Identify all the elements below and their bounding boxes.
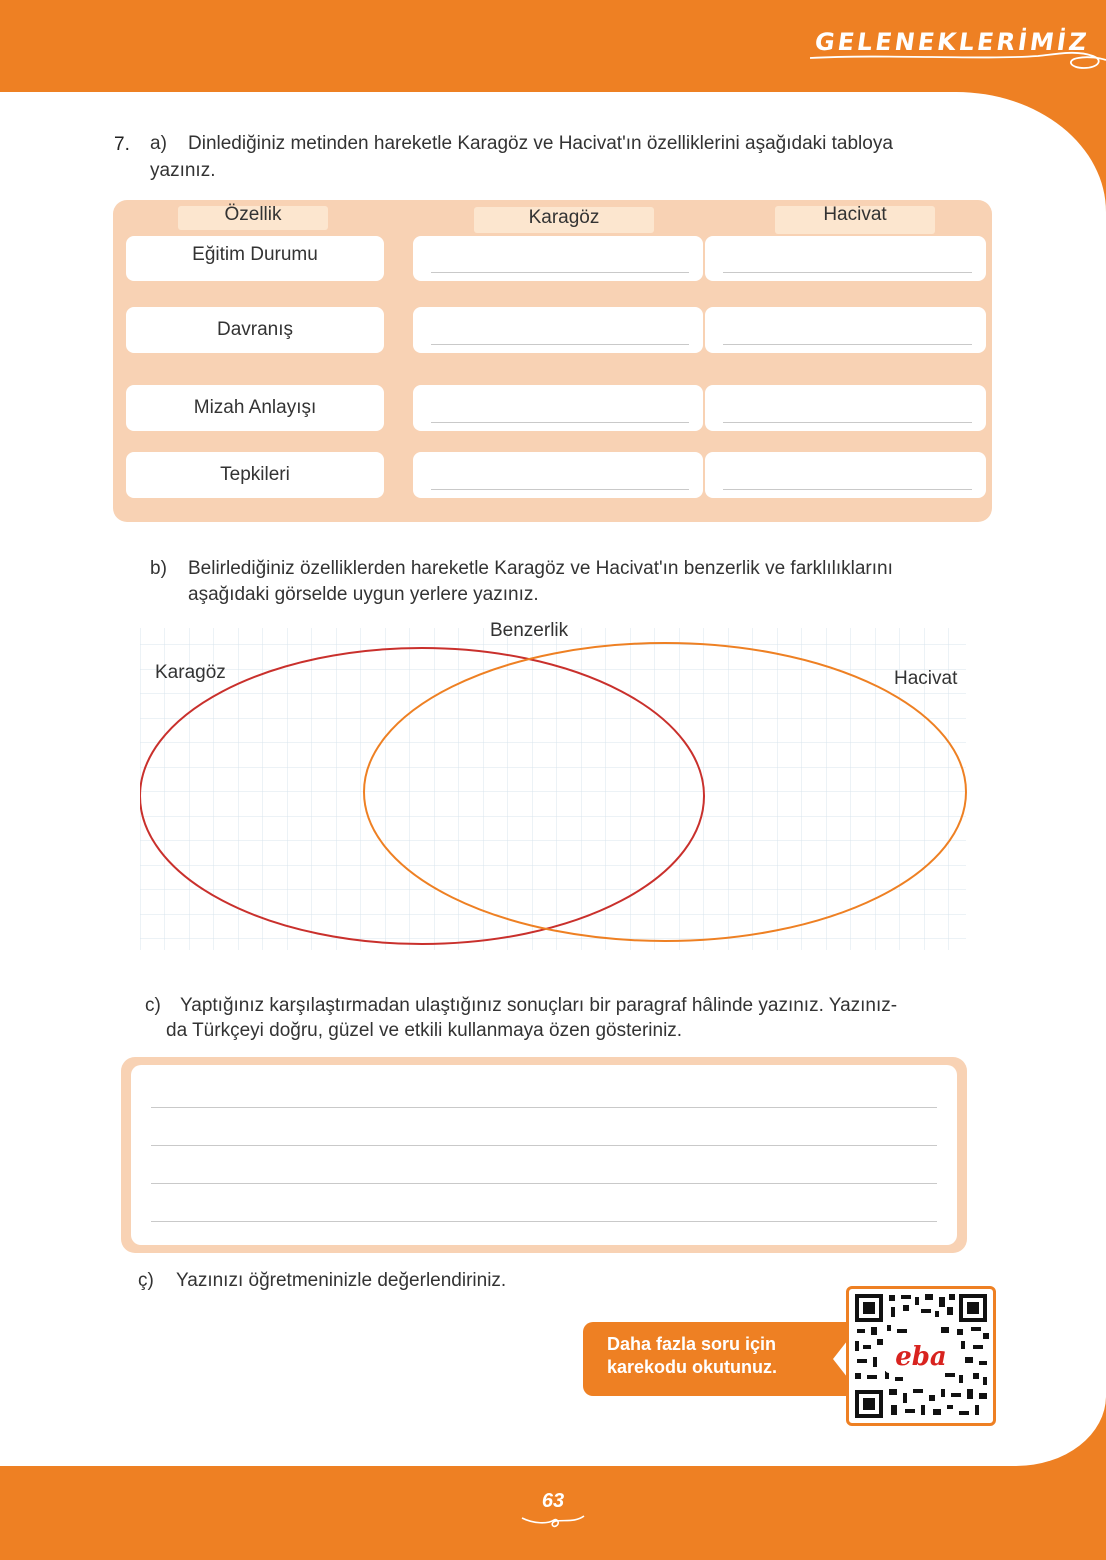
header-swirl-decoration xyxy=(808,44,1106,84)
venn-label-hacivat: Hacivat xyxy=(894,668,958,689)
question-a-text-line1: Dinlediğiniz metinden hareketle Karagöz ve Hacivat'ın özelliklerini aşağıdaki tabloya xyxy=(188,133,893,154)
qr-code[interactable] xyxy=(846,1286,996,1426)
venn-diagram xyxy=(140,620,968,952)
section-title: GELENEKLERİMİZ xyxy=(813,28,1092,56)
question-number: 7. xyxy=(114,134,130,155)
question-b-text-line2: aşağıdaki görselde uygun yerlere yazınız. xyxy=(188,584,539,605)
question-b-text-line1: Belirlediğiniz özelliklerden hareketle Karagöz ve Hacivat'ın benzerlik ve farklılıklarını xyxy=(188,558,893,579)
qr-promo-banner xyxy=(583,1322,850,1396)
paragraph-writing-area[interactable] xyxy=(131,1065,957,1245)
qr-code-image xyxy=(849,1289,993,1423)
header-hacivat: Hacivat xyxy=(775,200,935,238)
question-a-marker: a) xyxy=(150,133,167,154)
question-cc-text: Yazınızı öğretmeninizle değerlendiriniz. xyxy=(176,1270,507,1291)
writing-line xyxy=(151,1221,937,1222)
header-karagoz: Karagöz xyxy=(474,203,654,237)
promo-line2: karekodu okutunuz. xyxy=(607,1357,778,1377)
question-b-marker: b) xyxy=(150,558,167,579)
qr-eba-logo: eba xyxy=(895,1342,947,1372)
question-c-text-line1: Yaptığınız karşılaştırmadan ulaştığınız sonuçları bir paragraf hâlinde yazınız. Yazınız- xyxy=(180,995,898,1016)
hacivat-behavior-answer[interactable] xyxy=(705,307,986,353)
writing-line xyxy=(151,1183,937,1184)
page-number: 63 xyxy=(541,1490,565,1512)
writing-line xyxy=(151,1107,937,1108)
hacivat-humor-answer[interactable] xyxy=(705,385,986,431)
karagoz-reactions-answer[interactable] xyxy=(413,452,703,498)
venn-label-similarity: Benzerlik xyxy=(490,620,569,641)
hacivat-education-answer[interactable] xyxy=(705,236,986,281)
writing-line xyxy=(151,1145,937,1146)
header-feature: Özellik xyxy=(178,200,328,234)
row-label-humor: Mizah Anlayışı xyxy=(126,385,384,431)
karagoz-humor-answer[interactable] xyxy=(413,385,703,431)
question-c-text-line2: da Türkçeyi doğru, güzel ve etkili kullanmaya özen gösteriniz. xyxy=(166,1020,683,1041)
hacivat-reactions-answer[interactable] xyxy=(705,452,986,498)
page-number-swirl xyxy=(520,1512,586,1532)
row-label-behavior: Davranış xyxy=(126,307,384,353)
question-a-text-line2: yazınız. xyxy=(150,160,216,181)
row-label-reactions: Tepkileri xyxy=(126,452,384,498)
promo-line1: Daha fazla soru için xyxy=(607,1334,777,1354)
paragraph-writing-box xyxy=(121,1057,967,1253)
question-c-marker: c) xyxy=(145,995,161,1016)
karagoz-education-answer[interactable] xyxy=(413,236,703,281)
venn-label-karagoz: Karagöz xyxy=(155,662,226,683)
karagoz-behavior-answer[interactable] xyxy=(413,307,703,353)
venn-grid-background xyxy=(140,628,966,950)
question-cc-marker: ç) xyxy=(138,1270,154,1291)
row-label-education: Eğitim Durumu xyxy=(126,236,384,281)
